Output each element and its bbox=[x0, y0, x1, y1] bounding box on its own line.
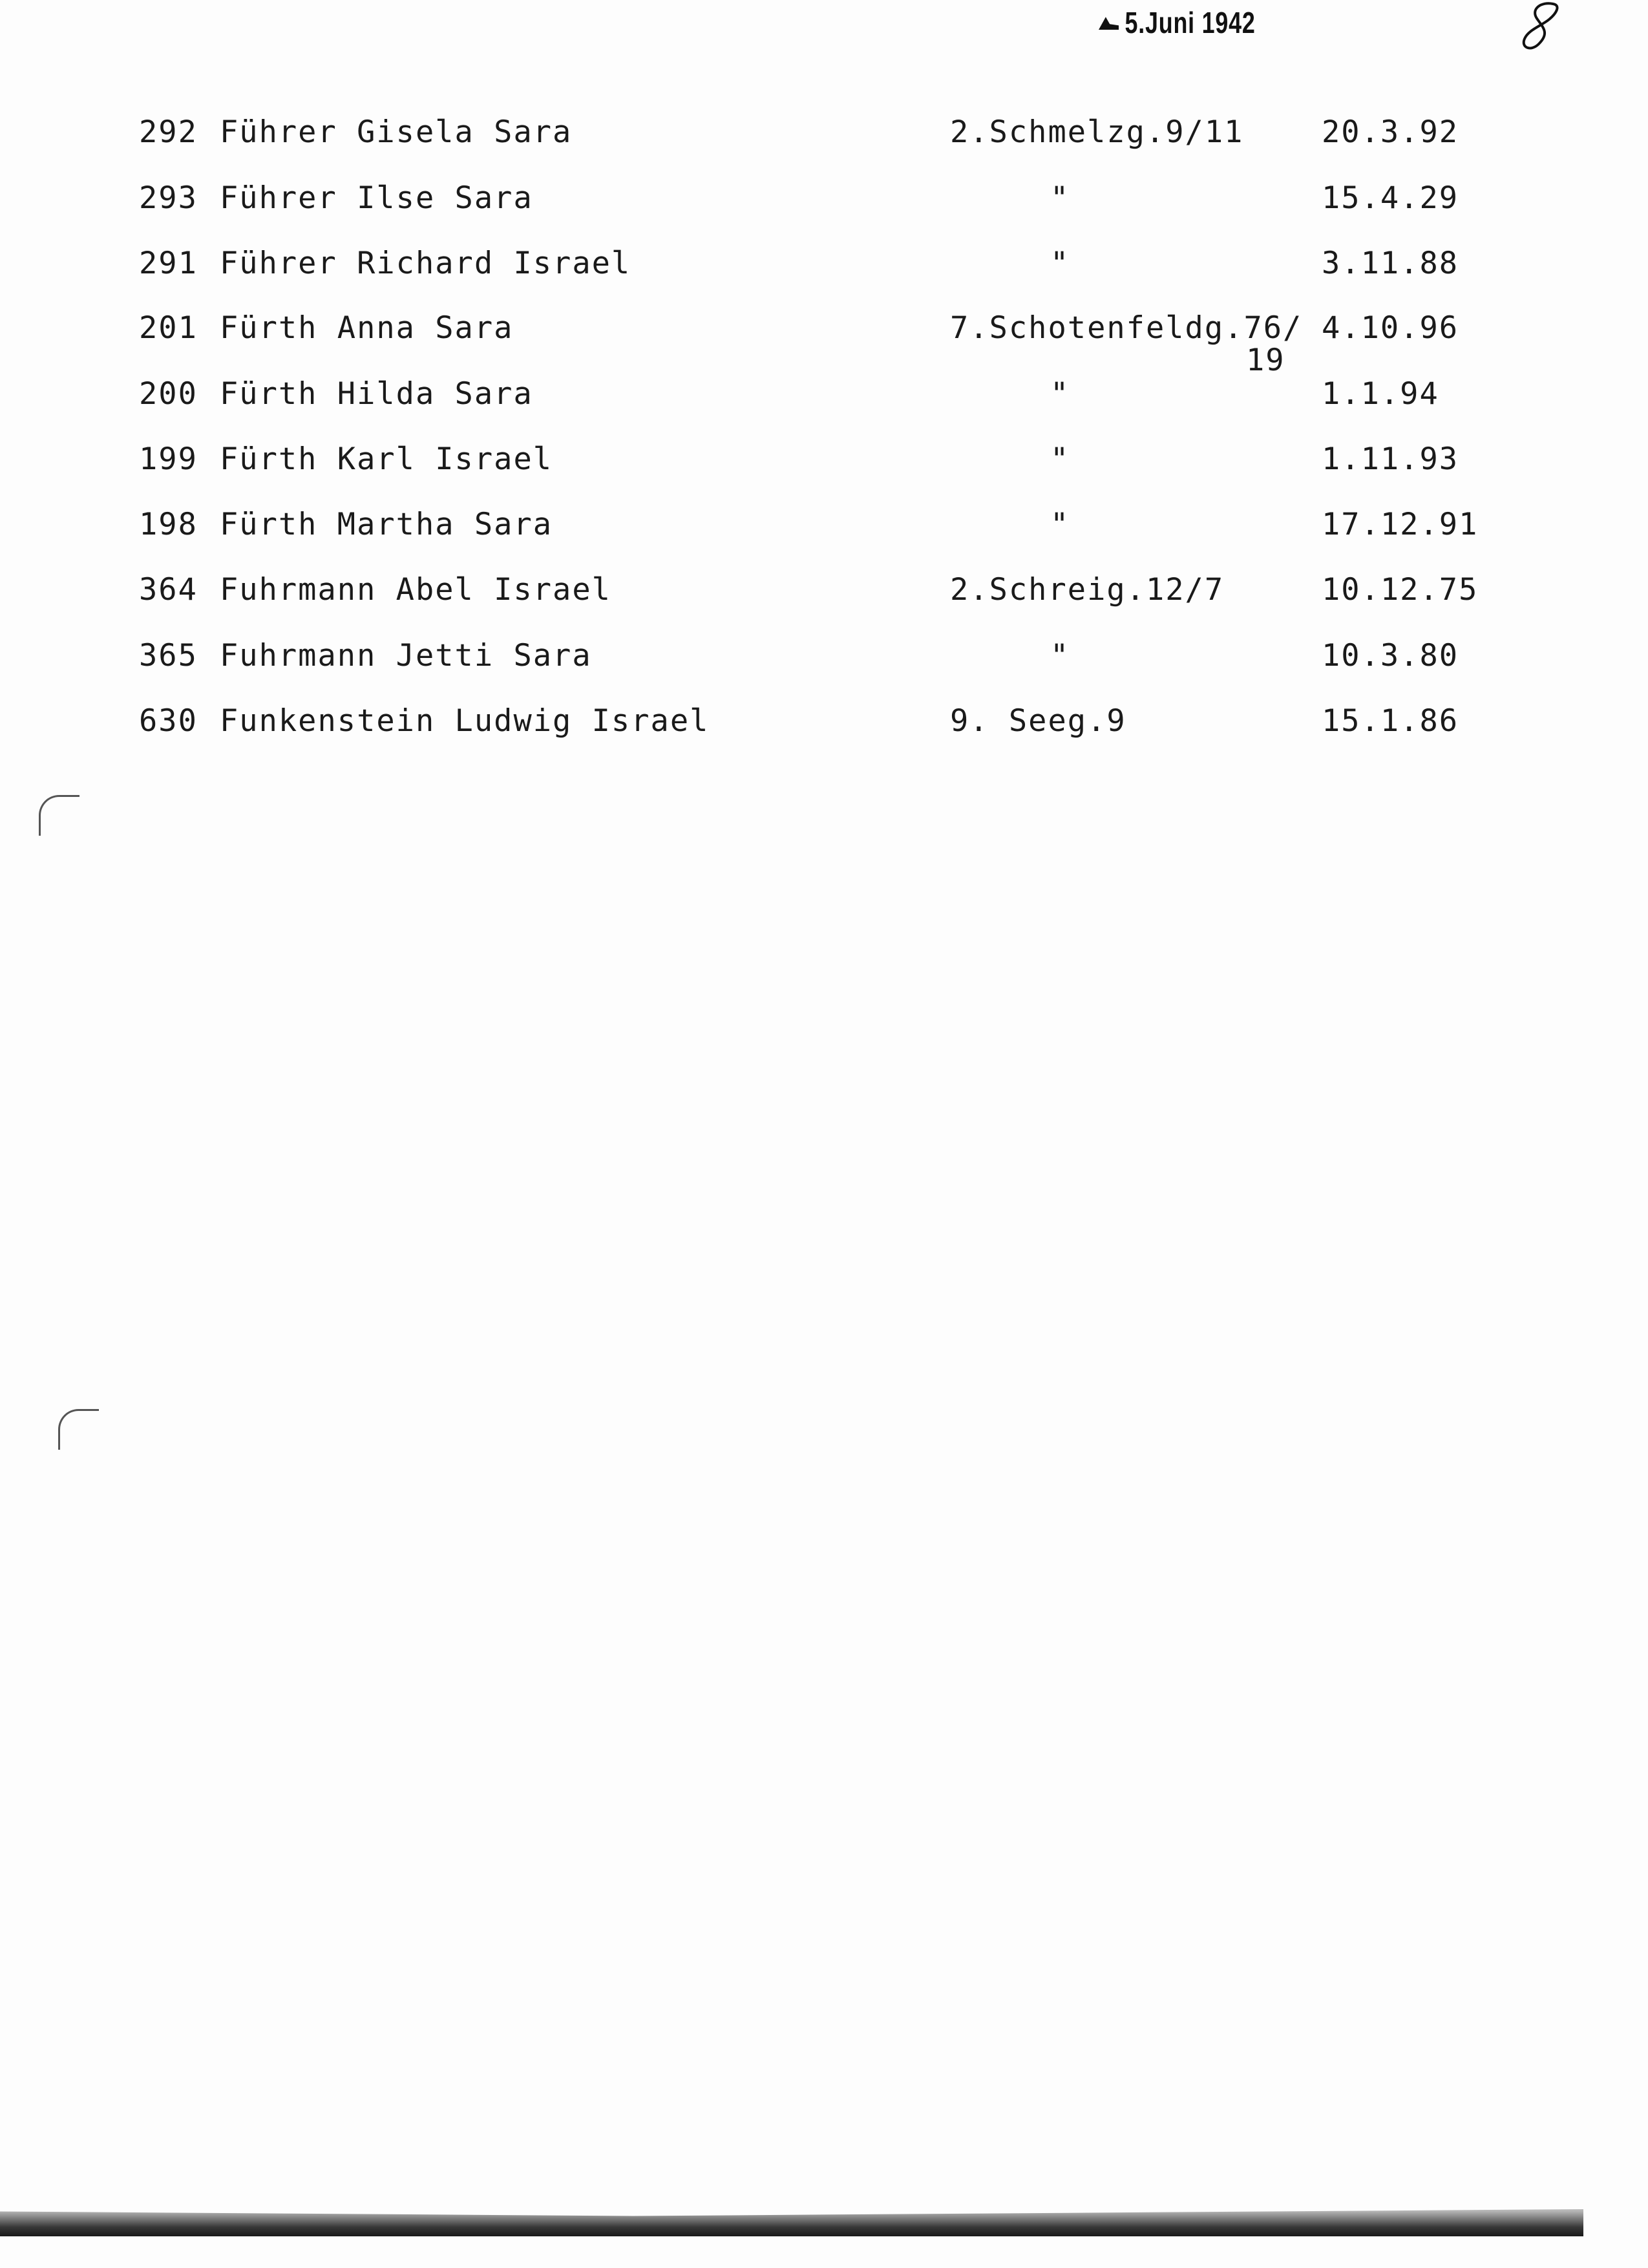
entry-birthdate: 4.10.96 bbox=[1322, 310, 1459, 346]
entry-number: 291 bbox=[139, 246, 198, 281]
entry-number: 365 bbox=[139, 638, 198, 673]
list-item bbox=[0, 440, 1648, 505]
punch-hole-mark bbox=[58, 1409, 99, 1450]
entry-birthdate: 15.1.86 bbox=[1322, 703, 1459, 739]
entry-birthdate: 10.3.80 bbox=[1322, 638, 1459, 673]
list-item bbox=[0, 309, 1648, 378]
entry-name: Führer Richard Israel bbox=[220, 246, 631, 281]
entry-address-ditto: " bbox=[1050, 507, 1070, 542]
stamp-mark-icon bbox=[1099, 16, 1119, 30]
entry-number: 630 bbox=[139, 703, 198, 739]
list-item bbox=[0, 113, 1648, 178]
entry-name: Fürth Anna Sara bbox=[220, 310, 514, 346]
entry-address-ditto: " bbox=[1050, 180, 1070, 216]
list-item bbox=[0, 702, 1648, 767]
entry-name: Führer Ilse Sara bbox=[220, 180, 533, 216]
list-item bbox=[0, 244, 1648, 309]
entry-number: 201 bbox=[139, 310, 198, 346]
scan-edge-shadow bbox=[0, 2191, 1583, 2236]
entry-birthdate: 10.12.75 bbox=[1322, 572, 1479, 608]
entry-birthdate: 17.12.91 bbox=[1322, 507, 1479, 542]
entry-address-ditto: " bbox=[1050, 441, 1070, 477]
list-item bbox=[0, 375, 1648, 440]
entry-number: 198 bbox=[139, 507, 198, 542]
entry-number: 293 bbox=[139, 180, 198, 216]
entry-address: 7.Schotenfeldg.76/ bbox=[950, 310, 1303, 346]
entry-birthdate: 1.11.93 bbox=[1322, 441, 1459, 477]
entry-address-ditto: " bbox=[1050, 246, 1070, 281]
entry-name: Funkenstein Ludwig Israel bbox=[220, 703, 710, 739]
handwritten-page-number-icon bbox=[1516, 0, 1567, 58]
list-item bbox=[0, 505, 1648, 570]
entry-address-continuation: 19 bbox=[1246, 343, 1285, 378]
entry-birthdate: 15.4.29 bbox=[1322, 180, 1459, 216]
entry-birthdate: 20.3.92 bbox=[1322, 114, 1459, 150]
handwritten-page-number bbox=[1516, 0, 1567, 58]
entry-name: Fürth Martha Sara bbox=[220, 507, 553, 542]
entry-name: Fuhrmann Jetti Sara bbox=[220, 638, 592, 673]
entry-address: 9. Seeg.9 bbox=[950, 703, 1126, 739]
entry-birthdate: 3.11.88 bbox=[1322, 246, 1459, 281]
entry-number: 292 bbox=[139, 114, 198, 150]
entry-address: 2.Schmelzg.9/11 bbox=[950, 114, 1244, 150]
entry-address-ditto: " bbox=[1050, 638, 1070, 673]
date-stamp bbox=[1099, 0, 1256, 45]
entry-name: Führer Gisela Sara bbox=[220, 114, 573, 150]
entry-number: 199 bbox=[139, 441, 198, 477]
entry-name: Fürth Karl Israel bbox=[220, 441, 553, 477]
entry-number: 364 bbox=[139, 572, 198, 608]
entry-name: Fürth Hilda Sara bbox=[220, 376, 533, 412]
list-item bbox=[0, 179, 1648, 244]
stamp-date-text: 5.Juni 1942 bbox=[1125, 6, 1256, 39]
entry-address-ditto: " bbox=[1050, 376, 1070, 412]
entry-birthdate: 1.1.94 bbox=[1322, 376, 1439, 412]
punch-hole-mark bbox=[39, 795, 79, 836]
entry-name: Fuhrmann Abel Israel bbox=[220, 572, 611, 608]
entry-address: 2.Schreig.12/7 bbox=[950, 572, 1225, 608]
list-item bbox=[0, 637, 1648, 701]
list-item bbox=[0, 571, 1648, 635]
entry-number: 200 bbox=[139, 376, 198, 412]
